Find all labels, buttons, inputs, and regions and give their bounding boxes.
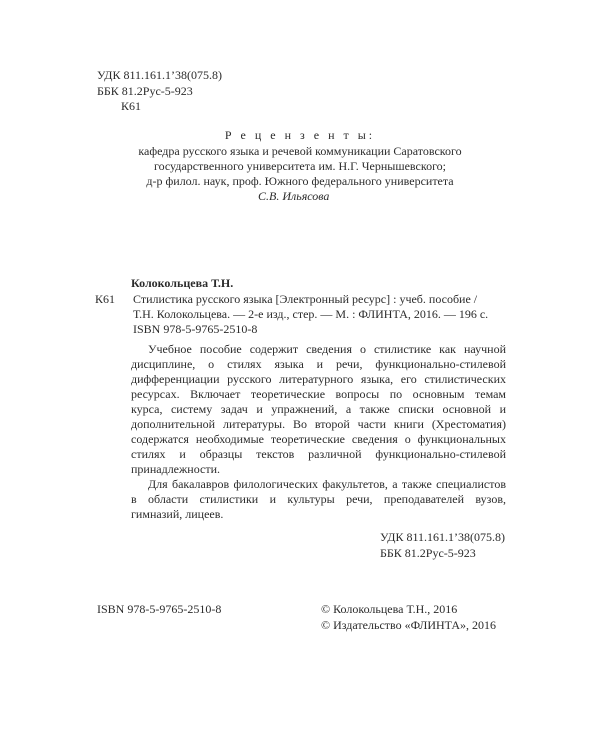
udk-code: УДК 811.161.1’38(075.8): [97, 68, 223, 82]
annotation-line: содержатся необходимые теоретические сведения о функциональных: [131, 432, 506, 446]
card-title-line: Т.Н. Колокольцева. — 2-е изд., стер. — М. : ФЛИНТА, 2016. — 196 с.: [133, 307, 489, 321]
card-bbk-code: ББК 81.2Рус-5-923: [380, 546, 476, 560]
card-udk-code: УДК 811.161.1’38(075.8): [380, 530, 506, 544]
card-title-line: Стилистика русского языка [Электронный ресурс] : учеб. пособие /: [133, 292, 478, 306]
reviewer-name: С.В. Ильясова: [258, 189, 330, 203]
bbk-code: ББК 81.2Рус-5-923: [97, 84, 193, 98]
annotation-line: дополнительной литературы. Во второй части книги (Хрестоматия): [131, 417, 506, 431]
reviewer-line: государственного университета им. Н.Г. Чернышевского;: [153, 159, 447, 173]
reviewer-line: д-р филол. наук, проф. Южного федерального университета: [146, 174, 454, 188]
annotation-line: дисциплине, о стилях языка и речи, функционально-стилевой: [131, 357, 506, 371]
annotation-line: стилях и образцы текстов различной функционально-стилевой: [131, 447, 506, 461]
annotation-line: дифференциации русского литературного языка, его стилистических: [131, 372, 506, 386]
annotation-line: Для бакалавров филологических факультетов, а также специалистов: [148, 477, 506, 491]
annotation: [131, 342, 506, 522]
annotation-line: принадлежности.: [131, 462, 221, 476]
footer-isbn: ISBN 978-5-9765-2510-8: [97, 602, 222, 616]
copyright-publisher: © Издательство «ФЛИНТА», 2016: [321, 618, 497, 632]
annotation-line: в области стилистики и культуры речи, преподавателей вузов,: [131, 492, 506, 506]
annotation-line: Учебное пособие содержит сведения о стилистике как научной: [148, 342, 506, 356]
annotation-line: курса, систему задач и упражнений, а также списки основной и: [131, 402, 506, 416]
reviewer-line: кафедра русского языка и речевой коммуникации Саратовского: [138, 144, 462, 158]
card-sign: К61: [95, 292, 116, 306]
card-isbn: ISBN 978-5-9765-2510-8: [133, 322, 258, 336]
annotation-line: ресурсах. Включает теоретические вопросы по основным темам: [131, 387, 506, 401]
reviewers-title: Р е ц е н з е н т ы:: [224, 128, 376, 142]
card-author: Колокольцева Т.Н.: [131, 276, 234, 290]
copyright-author: © Колокольцева Т.Н., 2016: [321, 602, 458, 616]
annotation-line: гимназий, лицеев.: [131, 507, 224, 521]
author-sign: К61: [121, 99, 142, 113]
